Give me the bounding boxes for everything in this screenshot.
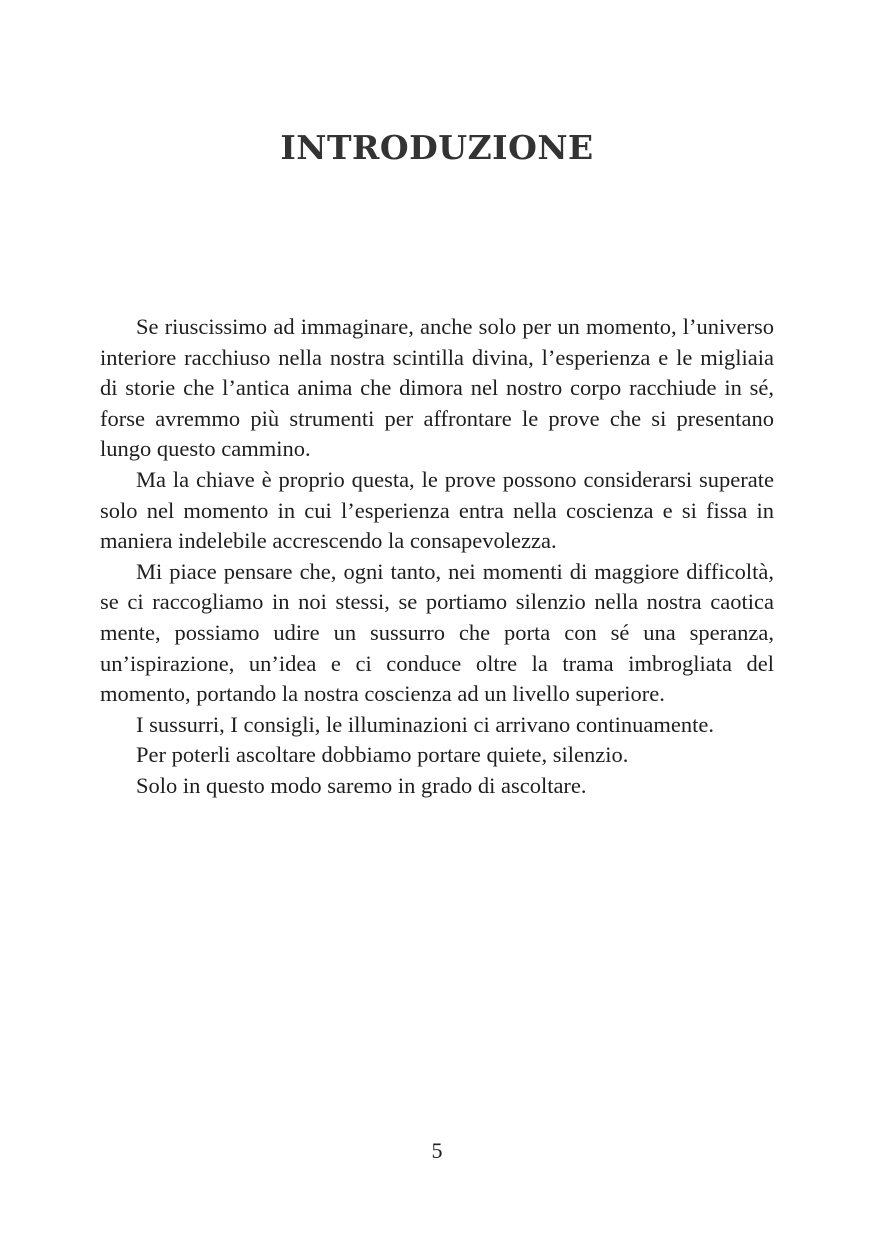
page-number: 5 xyxy=(431,1138,443,1163)
paragraph-3: Mi piace pensare che, ogni tanto, nei momenti di maggiore difficoltà, se ci raccogliamo in noi stessi, se portiamo silenzio nella nostra caotica mente, possiamo udire un sussurro che porta con sé una speranza, un’ispirazione, un’idea e ci conduce oltre la trama imbrogliata del momento, portando la nostra coscienza ad un livello superiore. xyxy=(100,558,774,707)
paragraph-5: Per poterli ascoltare dobbiamo portare quiete, silenzio. xyxy=(136,742,629,768)
paragraph-6: Solo in questo modo saremo in grado di ascoltare. xyxy=(136,772,587,798)
paragraph-2: Ma la chiave è proprio questa, le prove possono considerarsi superate solo nel momento in cui l’esperienza entra nella coscienza e si fissa in maniera indelebile accrescendo la consapevolezza. xyxy=(100,466,774,554)
chapter-title: INTRODUZIONE xyxy=(280,128,594,167)
body-text xyxy=(100,312,774,802)
paragraph-1: Se riuscissimo ad immaginare, anche solo per un momento, l’universo interiore racchiuso nella nostra scintilla divina, l’esperienza e le migliaia di storie che l’antica anima che dimora nel nostro corpo racchiude in sé, forse avremmo più strumenti per affrontare le prove che si presentano lungo questo cammino. xyxy=(100,314,774,462)
paragraph-4: I sussurri, I consigli, le illuminazioni ci arrivano continuamente. xyxy=(136,711,714,737)
